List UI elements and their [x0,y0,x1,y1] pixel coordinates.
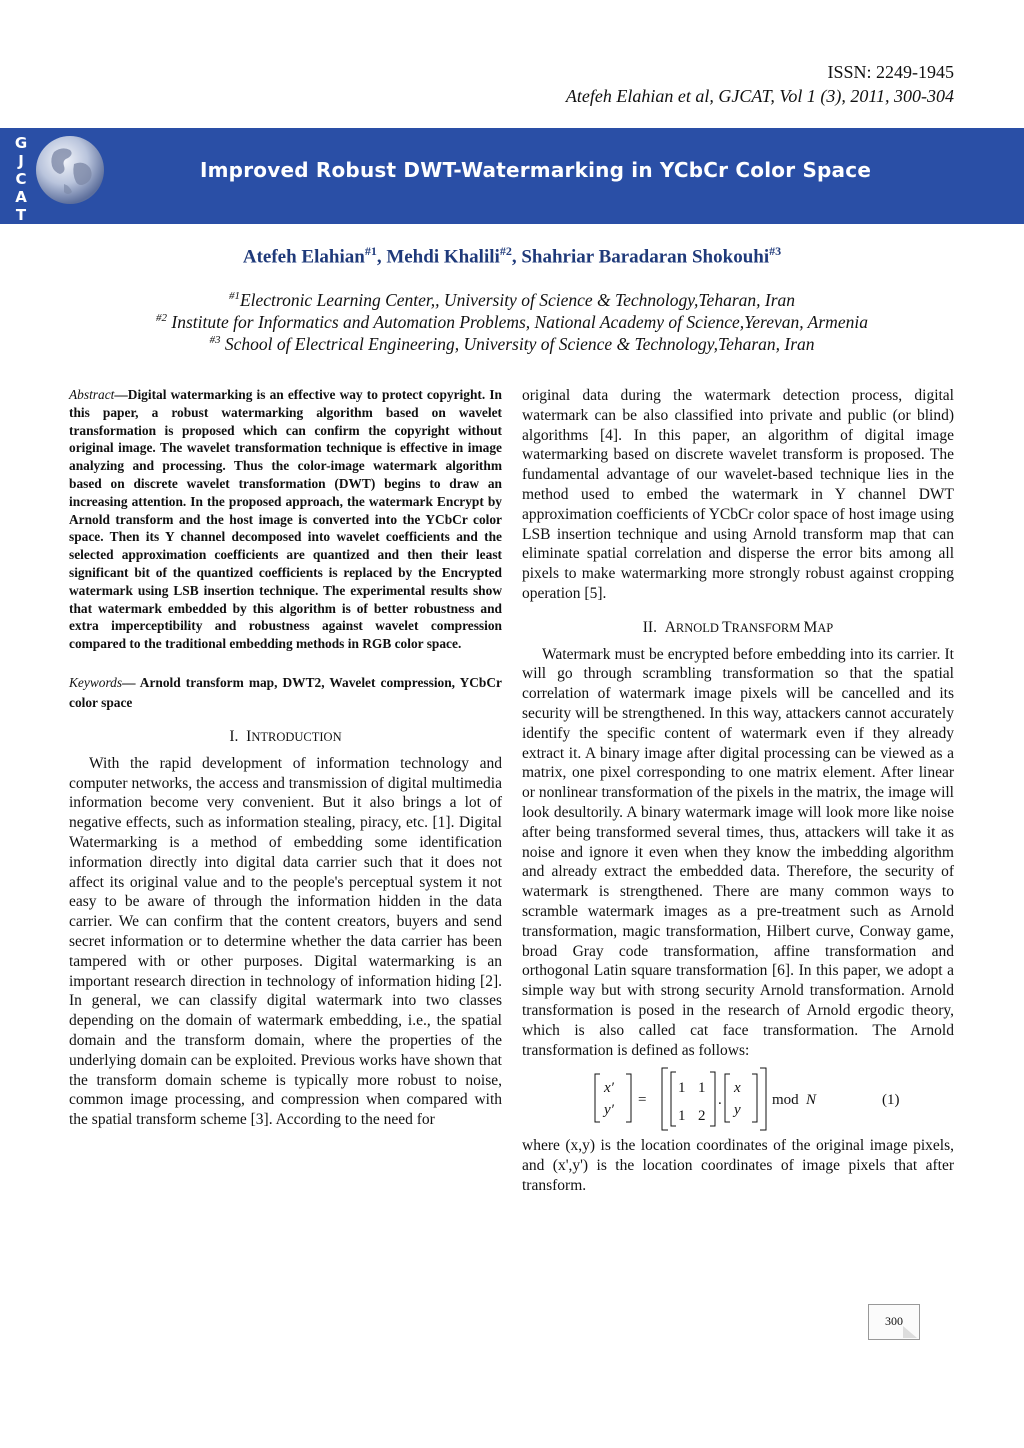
mod-operator: mod [772,1092,799,1109]
banner-title: Improved Robust DWT-Watermarking in YCbCr Color Space [200,158,872,182]
abstract-text: Digital watermarking is an effective way to protect copyright. In this paper, a robust watermarking algorithm based on wavelet transformation is proposed which can confirm the copyright without original image. The wavelet transformation technique is effective in image analyzing and processing. Thus the color-image watermark algorithm based on discrete wavelet transformation (DWT) begins to draw an increasing attention. In the proposed approach, the watermark Encrypt by Arnold transform and the host image is converted into the YCbCr color space. Then its Y channel decomposed into wavelet coefficients and the selected approximation coefficients are quantized and then their least significant bit of the quantized coefficients is replaced by the Encrypted watermark using LSB insertion technique. The experimental results show that watermark embedded by this algorithm is of better robustness and extra imperceptibility and robustness against wavelet compression compared to the traditional embedding methods in RGB color space. [69,387,502,652]
keywords-text: Arnold transform map, DWT2, Wavelet compression, YCbCr color space [69,674,502,710]
equals-sign: = [638,1092,647,1109]
section-title-rest: RANSFORM [731,620,804,635]
section-initial: I [246,727,252,745]
affiliation-text: Electronic Learning Center,, University of Science & Technology,Teharan, Iran [239,290,796,310]
author-name: Atefeh Elahian [242,246,365,268]
author-mark: #1 [364,244,377,258]
dot-operator: . [718,1092,722,1109]
logo-letter: J [18,152,24,170]
affiliation [0,312,1024,333]
matrix-cell: 1 [698,1080,706,1097]
logo-letter: A [15,188,27,206]
arnold-paragraph: Watermark must be encrypted before embedding into its carrier. It will go through scrambling transformation so that the spatial correlation of watermark image pixels will be cancelled and its security will be strengthened. In this way, attackers cannot accurately identify the specific content of watermark even if they already extract it. A binary image after digital processing can be viewed as a matrix, one pixel corresponding to one matrix element. After linear or nonlinear transformation of the pixels in the matrix, the image will look desultorily. A binary watermark image will look more like noise after being transformed several times, thus, attackers will take it as noise and ignore it even when they know the imbedding algorithm and already extract the embedded data. Therefore, the security of watermark is strengthened. There are many common ways to scramble watermark images as a pre-treatment such as Arnold transformation, magic transformation, Hilbert curve, Conway game, broad Gray code transformation, affine transformation and orthogonal Latin square transformation [6]. In this paper, we adopt a simple way but with strong security Arnold transformation. Arnold transformation is posed in the research of Arnold ergodic theory, which is also called cat face transformation. The Arnold transformation is defined as follows: [522,645,954,1059]
keywords-dash: — [122,674,136,690]
post-equation-paragraph: where (x,y) is the location coordinates of the original image pixels, and (x',y') is the location coordinates of image pixels that after transform. [522,1137,954,1194]
rhs-y: y [734,1102,741,1119]
author-separator: , [376,246,387,268]
abstract-label: Abstract [69,387,115,402]
introduction-paragraph: With the rapid development of information technology and computer networks, the access and transmission of digital multimedia information become very convenient. But it also brings a lot of negative effects, such as information stealing, piracy, etc. [1]. Digital Watermarking is a method of embedding some identification information directly into digital data carrier such that it does not affect its original value and to the people's perceptual system it not easy to be aware of through the information hidden in the data carrier. We can confirm that the content creators, buyers and send secret information or to determine whether the data carrier has been tampered with or other purposes. Digital watermarking is an important research direction in technology of information hiding [2]. In general, we can classify digital watermark into two classes depending on the domain of watermark embedding, i.e., the spatial domain and the transform domain, where the properties of the underlying domain can be exploited. Previous works have shown that the transform domain scheme is typically more robust to noise, common image processing, and compression when compared with the spatial transform scheme [3]. According to the need for [69,754,502,1129]
author-mark: #3 [769,244,782,258]
author-list [0,244,1024,268]
section-initial: M [803,618,818,636]
page-number: 300 [868,1304,920,1340]
section-title-rest: NTRODUCTION [251,729,342,744]
logo-letter: G [14,134,28,152]
affiliation-mark: #3 [209,334,221,347]
section-heading-arnold [522,618,954,639]
logo-letter: C [15,170,27,188]
journal-citation: Atefeh Elahian et al, GJCAT, Vol 1 (3), 2011, 300-304 [565,86,954,106]
page-fold-icon [903,1326,917,1338]
continuation-paragraph: original data during the watermark detection process, digital watermark can be also classified into private and public (or blind) algorithms [4]. In this paper, an algorithm of digital image watermarking based on discrete wavelet transform is proposed. The fundamental advantage of our wavelet-based technique lies in the method used to embed the watermark in Y channel DWT approximation coefficients of YCbCr color space of host image using LSB insertion technique and using Arnold transform map that can eliminate spatial correlation and disperse the error bits among all pixels to make watermarking more strongly robust against cropping operation [5]. [522,387,954,602]
right-column [522,386,954,1196]
lhs-y: y′ [604,1102,614,1119]
matrix-cell: 2 [698,1108,706,1125]
section-initial: A [664,618,676,636]
equation-figure [522,1066,954,1132]
journal-logo-letters [12,134,30,224]
matrix-cell: 1 [678,1080,686,1097]
left-column [69,386,502,1130]
globe-icon [34,134,106,206]
section-number: II. [642,618,657,636]
matrix-cell: 1 [678,1108,686,1125]
section-number: I. [229,727,239,745]
author-name: Shahriar Baradaran Shokouhi [521,246,770,268]
keywords [69,673,502,713]
equation-number: (1) [882,1092,900,1109]
author-name: Mehdi Khalili [386,246,500,268]
keywords-label: Keywords [69,674,123,690]
section-heading-introduction [69,727,502,748]
rhs-x: x [734,1080,741,1097]
affiliation-mark: #1 [228,290,240,303]
author-separator: , [511,246,522,268]
modulus: N [806,1092,817,1109]
affiliation-text: School of Electrical Engineering, University of Science & Technology,Teharan, Iran [220,334,815,354]
author-mark: #2 [499,244,512,258]
abstract [69,386,502,653]
affiliation-mark: #2 [156,312,168,325]
affiliation-text: Institute for Informatics and Automation Problems, National Academy of Science,Yerevan, Armenia [167,312,868,332]
issn: ISSN: 2249-1945 [827,62,954,82]
section-initial: T [722,618,732,636]
logo-letter: T [15,206,27,224]
affiliation [0,290,1024,311]
abstract-dash: — [114,387,128,402]
arnold-equation [522,1066,954,1132]
section-title-rest: RNOLD [675,620,723,635]
affiliation [0,334,1024,355]
lhs-x: x′ [604,1080,614,1097]
section-title-rest: AP [817,620,834,635]
